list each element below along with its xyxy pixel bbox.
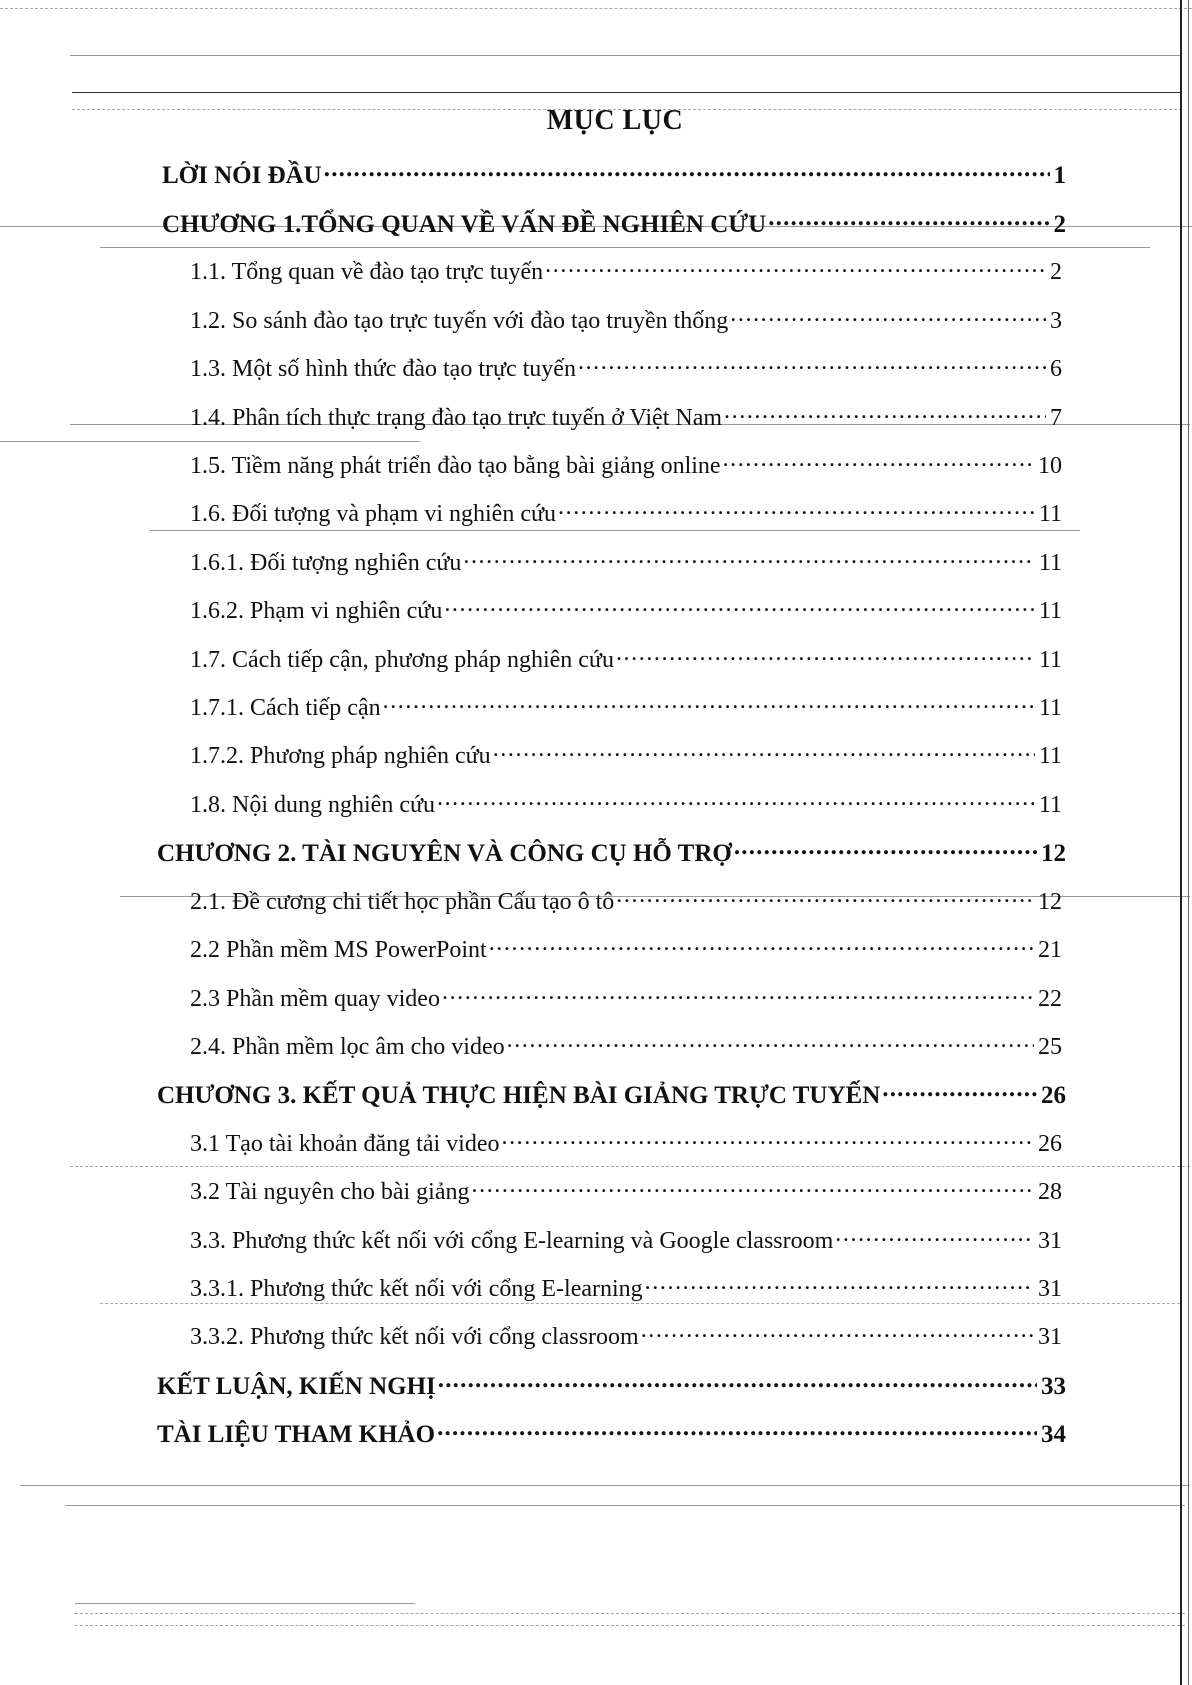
dot-leader [501, 1127, 1034, 1151]
toc-entry-page-number: 31 [1038, 1324, 1062, 1350]
toc-entry-label: TÀI LIỆU THAM KHẢO [157, 1421, 436, 1448]
scan-artifact-line [65, 1505, 1185, 1506]
toc-section-entry [190, 739, 1062, 770]
toc-section-entry [190, 1272, 1062, 1303]
toc-entry-label: 1.7. Cách tiếp cận, phương pháp nghiên cứu [190, 647, 614, 673]
toc-section-entry [190, 546, 1062, 577]
dot-leader [438, 1369, 1037, 1394]
toc-section-entry [190, 497, 1062, 528]
toc-section-entry [190, 255, 1062, 286]
toc-entry-page-number: 11 [1038, 598, 1062, 624]
toc-section-entry [190, 643, 1062, 674]
toc-entry-label: 1.8. Nội dung nghiên cứu [190, 792, 435, 818]
dot-leader [442, 982, 1034, 1006]
toc-entry-label: 1.7.1. Cách tiếp cận [190, 695, 381, 721]
toc-entry-label: 1.6.1. Đối tượng nghiên cứu [190, 550, 462, 576]
toc-entry-label: 2.2 Phần mềm MS PowerPoint [190, 937, 487, 963]
toc-entry-label: 1.6.2. Phạm vi nghiên cứu [190, 598, 443, 624]
toc-section-entry [190, 352, 1062, 383]
dot-leader [578, 352, 1046, 376]
dot-leader [768, 207, 1049, 232]
toc-entry-page-number: 11 [1038, 792, 1062, 818]
toc-entry-page-number: 3 [1050, 308, 1062, 334]
toc-entry-label: 3.1 Tạo tài khoản đăng tải video [190, 1131, 500, 1157]
scan-artifact-line [20, 1485, 1190, 1486]
toc-entry-label: 1.5. Tiềm năng phát triển đào tạo bằng bài giảng online [190, 453, 721, 479]
toc-entry-page-number: 22 [1038, 986, 1062, 1012]
toc-section-entry [190, 1175, 1062, 1206]
dot-leader [507, 1030, 1034, 1054]
toc-section-entry [190, 691, 1062, 722]
toc-entry-label: 1.4. Phân tích thực trạng đào tạo trực tuyến ở Việt Nam [190, 405, 723, 431]
toc-chapter-entry [157, 1417, 1066, 1449]
toc-section-entry [190, 982, 1062, 1013]
toc-entry-label: 3.3.2. Phương thức kết nối với cổng classroom [190, 1324, 639, 1350]
dot-leader [437, 1417, 1037, 1442]
toc-entry-label: LỜI NÓI ĐẦU [162, 162, 322, 189]
toc-entry-page-number: 6 [1050, 356, 1062, 382]
toc-section-entry [190, 885, 1062, 916]
toc-section-entry [190, 933, 1062, 964]
dot-leader [835, 1224, 1034, 1248]
toc-entry-label: 1.7.2. Phương pháp nghiên cứu [190, 743, 491, 769]
toc-entry-page-number: 33 [1041, 1373, 1066, 1400]
toc-section-entry [190, 449, 1062, 480]
dot-leader [734, 836, 1037, 861]
toc-section-entry [190, 1127, 1062, 1158]
toc-section-entry [190, 401, 1062, 432]
toc-entry-label: 2.4. Phần mềm lọc âm cho video [190, 1034, 505, 1060]
toc-entry-page-number: 12 [1041, 840, 1066, 867]
dot-leader [641, 1320, 1034, 1344]
toc-chapter-entry [162, 207, 1066, 239]
toc-chapter-entry [157, 1369, 1066, 1401]
toc-entry-page-number: 28 [1038, 1179, 1062, 1205]
scan-artifact-line [100, 247, 1150, 248]
dot-leader [324, 158, 1050, 183]
toc-entry-label: 1.6. Đối tượng và phạm vi nghiên cứu [190, 501, 556, 527]
toc-entry-page-number: 1 [1053, 162, 1066, 189]
toc-entry-label: CHƯƠNG 3. KẾT QUẢ THỰC HIỆN BÀI GIẢNG TRỰC TUYẾN [157, 1082, 881, 1109]
toc-entry-page-number: 34 [1041, 1421, 1066, 1448]
scan-artifact-edge [1180, 0, 1182, 1685]
toc-chapter-entry [157, 836, 1066, 868]
toc-entry-label: KẾT LUẬN, KIẾN NGHỊ [157, 1373, 436, 1400]
dot-leader [730, 304, 1046, 328]
toc-entry-page-number: 26 [1041, 1082, 1066, 1109]
toc-entry-page-number: 26 [1038, 1131, 1062, 1157]
toc-section-entry [190, 304, 1062, 335]
toc-entry-label: CHƯƠNG 1.TỔNG QUAN VỀ VẤN ĐỀ NGHIÊN CỨU [162, 211, 767, 238]
scan-artifact-line [75, 1613, 1185, 1614]
toc-entry-page-number: 31 [1038, 1276, 1062, 1302]
scan-artifact-line [0, 441, 420, 442]
toc-title: MỤC LỤC [546, 105, 684, 136]
toc-entry-page-number: 11 [1038, 550, 1062, 576]
scan-artifact-line [0, 8, 1192, 9]
toc-entry-page-number: 2 [1053, 211, 1066, 238]
toc-entry-page-number: 11 [1038, 695, 1062, 721]
dot-leader [472, 1175, 1035, 1199]
toc-section-entry [190, 594, 1062, 625]
dot-leader [882, 1078, 1037, 1103]
dot-leader [383, 691, 1035, 715]
toc-entry-label: 3.3.1. Phương thức kết nối với cổng E-learning [190, 1276, 643, 1302]
toc-section-entry [190, 1224, 1062, 1255]
dot-leader [463, 546, 1035, 570]
scan-artifact-line [70, 55, 1180, 56]
dot-leader [723, 449, 1034, 473]
toc-chapter-entry [162, 158, 1066, 190]
dot-leader [437, 788, 1035, 812]
toc-entry-page-number: 10 [1038, 453, 1062, 479]
scan-artifact-line [150, 530, 1080, 531]
toc-entry-label: 1.1. Tổng quan về đào tạo trực tuyến [190, 259, 544, 285]
dot-leader [616, 643, 1035, 667]
dot-leader [558, 497, 1035, 521]
toc-entry-label: 1.2. So sánh đào tạo trực tuyến với đào tạo truyền thống [190, 308, 729, 334]
dot-leader [489, 933, 1034, 957]
toc-entry-label: 2.3 Phần mềm quay video [190, 986, 440, 1012]
toc-entry-label: 1.3. Một số hình thức đào tạo trực tuyến [190, 356, 576, 382]
toc-entry-page-number: 12 [1038, 889, 1062, 915]
toc-entry-page-number: 21 [1038, 937, 1062, 963]
toc-entry-label: CHƯƠNG 2. TÀI NGUYÊN VÀ CÔNG CỤ HỖ TRỢ [157, 840, 732, 867]
dot-leader [444, 594, 1035, 618]
scan-artifact-line [75, 1625, 1185, 1626]
scan-artifact-line [100, 1303, 1180, 1304]
toc-section-entry [190, 1030, 1062, 1061]
toc-entry-page-number: 7 [1050, 405, 1062, 431]
toc-section-entry [190, 1320, 1062, 1351]
scan-artifact-line [75, 1603, 415, 1604]
scan-artifact-line [70, 1166, 1190, 1167]
toc-section-entry [190, 788, 1062, 819]
scan-artifact-line [72, 92, 1182, 93]
toc-entry-page-number: 31 [1038, 1228, 1062, 1254]
toc-entry-page-number: 25 [1038, 1034, 1062, 1060]
toc-entry-page-number: 11 [1038, 647, 1062, 673]
toc-entry-label: 2.1. Đề cương chi tiết học phần Cấu tạo ô tô [190, 889, 615, 915]
scan-artifact-edge [1188, 0, 1189, 1685]
toc-entry-page-number: 11 [1038, 743, 1062, 769]
dot-leader [545, 255, 1046, 279]
toc-entry-page-number: 11 [1038, 501, 1062, 527]
dot-leader [645, 1272, 1034, 1296]
toc-entry-page-number: 2 [1050, 259, 1062, 285]
dot-leader [493, 739, 1035, 763]
toc-chapter-entry [157, 1078, 1066, 1110]
dot-leader [616, 885, 1034, 909]
toc-entry-label: 3.3. Phương thức kết nối với cổng E-learning và Google classroom [190, 1228, 834, 1254]
toc-entry-label: 3.2 Tài nguyên cho bài giảng [190, 1179, 470, 1205]
dot-leader [724, 401, 1046, 425]
